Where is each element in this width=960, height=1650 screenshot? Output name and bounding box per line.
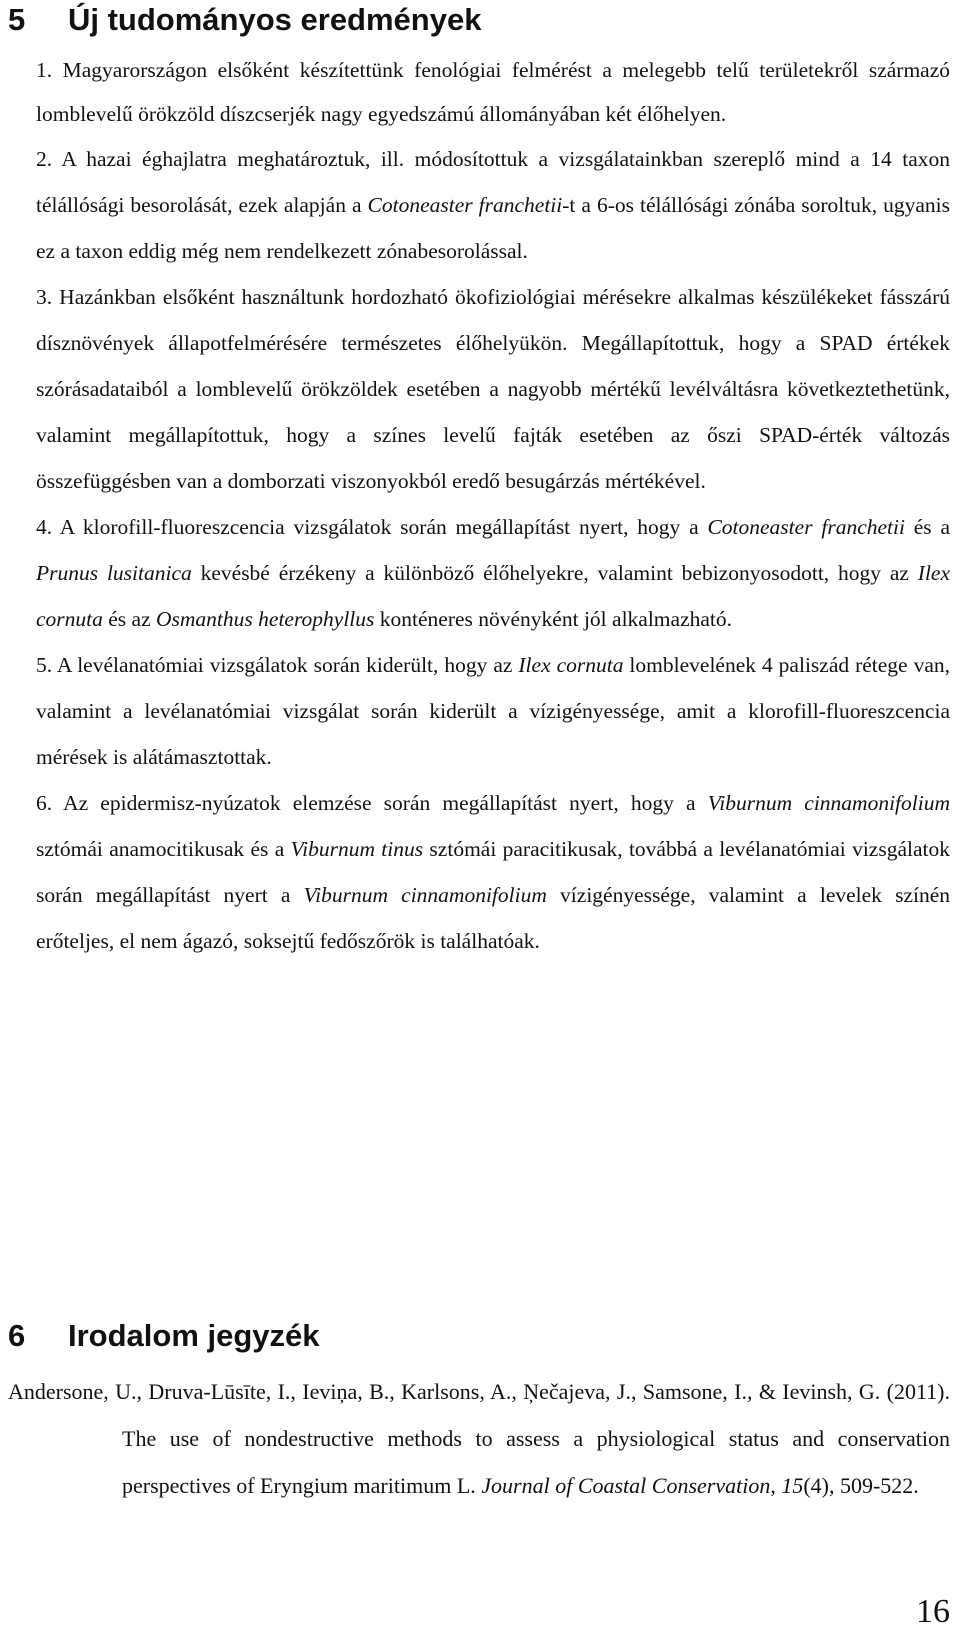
item-text: Magyarországon elsőként készítettünk fenológiai felmérést a melegebb telű területekről származó lomblevelű örökzöld díszcserjék nagy egyedszámú állományában két élőhelyen. <box>36 58 951 126</box>
reference-text: (4), 509-522. <box>803 1473 919 1498</box>
item-number: 4. <box>36 515 53 539</box>
item-text: -t a 6-os télállósági zónába soroltuk, ugyanis ez a taxon eddig még nem rendelkezett zónabesorolással. <box>36 193 951 263</box>
reference-list <box>8 1368 950 1509</box>
item-text: sztómái paracitikusak, továbbá a levélanatómiai vizsgálatok során megállapítást nyert a <box>36 837 950 907</box>
section-title: Irodalom jegyzék <box>68 1318 320 1353</box>
reference-text: Andersone, U., Druva-Lūsīte, I., Ieviņa, B., Karlsons, A., Ņečajeva, J., Samsone, I., & Ievinsh, G. (2011). The use of nondestructive methods to assess a physiological status and conservation perspectives of Eryngium maritimum L. <box>8 1379 950 1498</box>
item-text: konténeres növényként jól alkalmazható. <box>374 607 733 631</box>
journal-volume: 15 <box>781 1473 804 1498</box>
item-number: 2. <box>36 147 53 171</box>
item-text: Az epidermisz-nyúzatok elemzése során megállapítást nyert, hogy a <box>63 791 708 815</box>
result-item-4 <box>36 504 950 642</box>
item-text: kevésbé érzékeny a különböző élőhelyekre, valamint bebizonyosodott, hogy az <box>191 561 918 585</box>
species-name: Ilex cornuta <box>36 561 950 631</box>
section-heading-results <box>8 2 481 38</box>
page-number: 16 <box>916 1593 950 1630</box>
item-text: vízigényessége, valamint a levelek színén erőteljes, el nem ágazó, soksejtű fedőszőrök is találhatóak. <box>36 883 951 953</box>
item-text: A hazai éghajlatra meghatároztuk, ill. módosítottuk a vizsgálatainkban szereplő mind a 14 taxon télállósági besorolását, ezek alapján a <box>36 147 950 217</box>
section-title: Új tudományos eredmények <box>68 2 482 37</box>
species-name: Ilex cornuta <box>518 653 624 677</box>
item-text: A klorofill-fluoreszcencia vizsgálatok során megállapítást nyert, hogy a <box>59 515 708 539</box>
result-item-5 <box>36 642 950 780</box>
item-number: 3. <box>36 285 53 309</box>
species-name: Viburnum cinnamonifolium <box>303 883 547 907</box>
result-item-3 <box>36 274 950 504</box>
species-name: Osmanthus heterophyllus <box>156 607 375 631</box>
species-name: Viburnum tinus <box>290 837 424 861</box>
results-list <box>36 48 950 964</box>
item-number: 5. <box>36 653 53 677</box>
item-number: 1. <box>36 58 53 82</box>
result-item-1 <box>36 48 950 136</box>
section-number: 5 <box>8 2 26 37</box>
species-name: Viburnum cinnamonifolium <box>707 791 950 815</box>
section-heading-references <box>8 1318 320 1354</box>
reference-entry <box>8 1368 950 1509</box>
section-number: 6 <box>8 1318 26 1353</box>
journal-name: Journal of Coastal Conservation <box>481 1473 771 1498</box>
item-number: 6. <box>36 791 53 815</box>
item-text: és az <box>102 607 157 631</box>
result-item-2 <box>36 136 950 274</box>
item-text: lomblevelének 4 paliszád rétege van, valamint a levélanatómiai vizsgálat során kiderült a vízigényessége, amit a klorofill-fluoreszcencia mérések is alátámasztottak. <box>36 653 950 769</box>
species-name: Cotoneaster franchetii <box>367 193 563 217</box>
species-name: Cotoneaster franchetii <box>707 515 905 539</box>
reference-text: , <box>770 1473 782 1498</box>
item-text: és a <box>904 515 951 539</box>
item-text: sztómái anamocitikusak és a <box>36 837 291 861</box>
species-name: Prunus lusitanica <box>36 561 192 585</box>
item-text: Hazánkban elsőként használtunk hordozható ökofiziológiai mérésekre alkalmas készülékeket fásszárú dísznövények állapotfelmérésére természetes élőhelyükön. Megállapítottuk, hogy a SPAD értékek szórásadataiból a lomblevelű örökzöldek esetében a nagyobb mértékű levélváltásra következtethetünk, valamint megállapítottuk, hogy a színes levelű fajták esetében az őszi SPAD-érték változás összefüggésben van a domborzati viszonyokból eredő besugárzás mértékével. <box>36 285 951 493</box>
result-item-6 <box>36 780 950 964</box>
item-text: A levélanatómiai vizsgálatok során kiderült, hogy az <box>56 653 519 677</box>
